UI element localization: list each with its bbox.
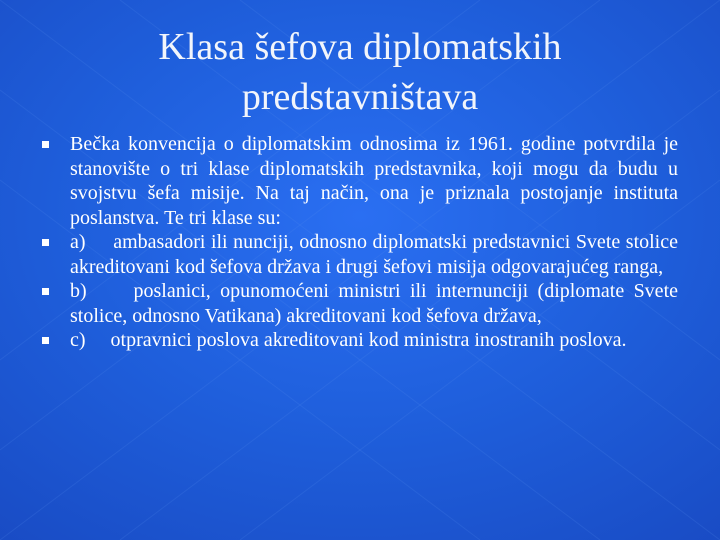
bullet-text: b) poslanici, opunomoćeni ministri ili internunciji (diplomate Svete stolice, odnosno Vatikana) akreditovani kod šefova država, — [70, 280, 683, 327]
square-bullet-icon — [42, 141, 49, 148]
square-bullet-icon — [42, 239, 49, 246]
bullet-text: Bečka konvencija o diplomatskim odnosima iz 1961. godine potvrdila je stanovište o tri klase diplomatskih predstavnika, koji mogu da budu u svojstvu šefa misije. Na taj način, ona je priznala postojanje instituta poslanstva. Te tri klase su: — [70, 133, 683, 229]
square-bullet-icon — [42, 288, 49, 295]
bullet-item-a — [38, 230, 683, 279]
slide-title-line-1: Klasa šefova diplomatskih — [158, 26, 562, 68]
square-bullet-icon — [42, 337, 49, 344]
bullet-list — [38, 132, 683, 353]
slide-title-line-2: predstavništava — [241, 76, 479, 118]
bullet-item-intro — [38, 132, 683, 230]
bullet-item-c — [38, 328, 678, 353]
slide-title — [60, 22, 660, 122]
bullet-text: c) otpravnici poslova akreditovani kod ministra inostranih poslova. — [70, 329, 627, 351]
bullet-text: a) ambasadori ili nunciji, odnosno diplomatski predstavnici Svete stolice akreditovani kod šefova država i drugi šefovi misija odgovarajućeg ranga, — [70, 231, 683, 278]
bullet-item-b — [38, 279, 683, 328]
